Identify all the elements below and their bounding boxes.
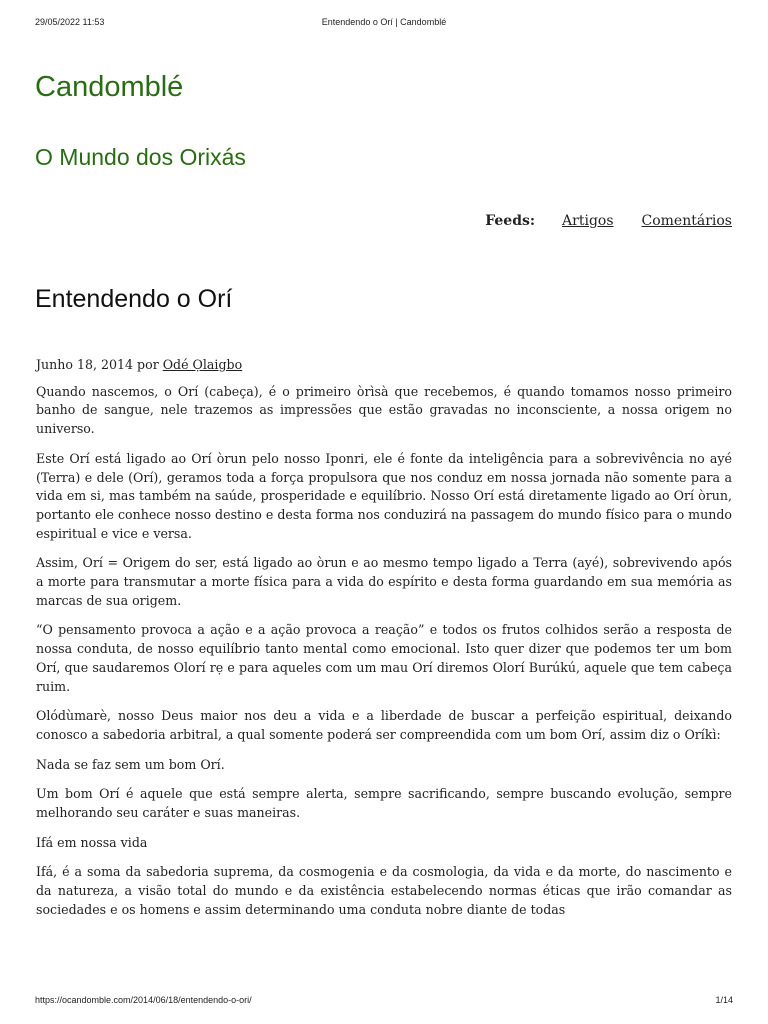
print-header <box>35 17 733 31</box>
paragraph: Este Orí está ligado ao Orí òrun pelo nosso Iponri, ele é fonte da inteligência para a sobrevivência no ayé (Terra) e dele (Orí), geramos toda a força propulsora que nos conduz em nossa jornada não somente para a vida em si, mas também na saúde, prosperidade e equilíbrio. Nosso Orí está diretamente ligado ao Orí òrun, portanto ele conhece nosso destino e desta forma nos conduzirá na passagem do mundo físico para o mundo espiritual e vice e versa. <box>36 450 732 541</box>
author-link[interactable]: Odé Ọlaigbo <box>162 357 243 372</box>
site-subtitle: O Mundo dos Orixás <box>35 144 246 170</box>
paragraph: Olódùmarè, nosso Deus maior nos deu a vida e a liberdade de buscar a perfeição espiritual, deixando conosco a sabedoria arbitral, a qual somente poderá ser compreendida com um bom Orí, assim diz o Oríkì: <box>36 708 732 742</box>
section-heading: Ifá em nossa vida <box>36 834 148 850</box>
paragraph: Um bom Orí é aquele que está sempre alerta, sempre sacrificando, sempre buscando evolução, sempre melhorando seu caráter e suas maneiras. <box>36 786 732 821</box>
paragraph: Ifá, é a soma da sabedoria suprema, da cosmogenia e da cosmologia, da vida e da morte, do nascimento e da natureza, a visão total do mundo e da existência estabelecendo normas éticas que irão comandar as sociedades e os homens e assim determinando uma conduta nobre diante de todas <box>36 864 732 917</box>
feed-link-comments[interactable]: Comentários <box>641 213 732 229</box>
print-doc-title: Entendendo o Orí | Candomblé <box>321 17 447 27</box>
post-date: Junho 18, 2014 por <box>36 357 163 372</box>
feed-link-articles[interactable]: Artigos <box>562 213 614 229</box>
feeds-bar <box>485 213 732 229</box>
paragraph: Quando nascemos, o Orí (cabeça), é o primeiro òrìsà que recebemos, é quando tomamos nosso primeiro banho de sangue, nele trazemos as impressões que estão gravadas no inconsciente, a nossa origem no universo. <box>36 383 732 437</box>
post-title: Entendendo o Orí <box>35 285 233 313</box>
paragraph: “O pensamento provoca a ação e a ação provoca a reação” e todos os frutos colhidos serão a resposta de nossa conduta, de nosso equilíbrio tanto mental como emocional. Isto quer dizer que podemos ter um bom Orí, que saudaremos Olorí rẹ e para aqueles com um mau Orí diremos Olorí Burúkú, aquele que tem cabeça ruim. <box>36 622 732 694</box>
print-datetime: 29/05/2022 11:53 <box>35 17 105 27</box>
print-footer <box>35 995 733 1009</box>
post-content <box>36 356 732 931</box>
paragraph: Nada se faz sem um bom Orí. <box>36 756 225 772</box>
print-page-number: 1/14 <box>715 995 733 1005</box>
feeds-label: Feeds: <box>485 213 536 229</box>
site-title-link[interactable]: Candomblé <box>35 71 184 103</box>
post-meta <box>36 356 732 375</box>
paragraph: Assim, Orí = Origem do ser, está ligado ao òrun e ao mesmo tempo ligado a Terra (ayé), sobrevivendo após a morte para transmutar a morte física para a vida do espírito e desta forma guardando em sua memória as marcas de sua origem. <box>36 555 732 608</box>
print-url: https://ocandomble.com/2014/06/18/entendendo-o-ori/ <box>35 995 252 1005</box>
